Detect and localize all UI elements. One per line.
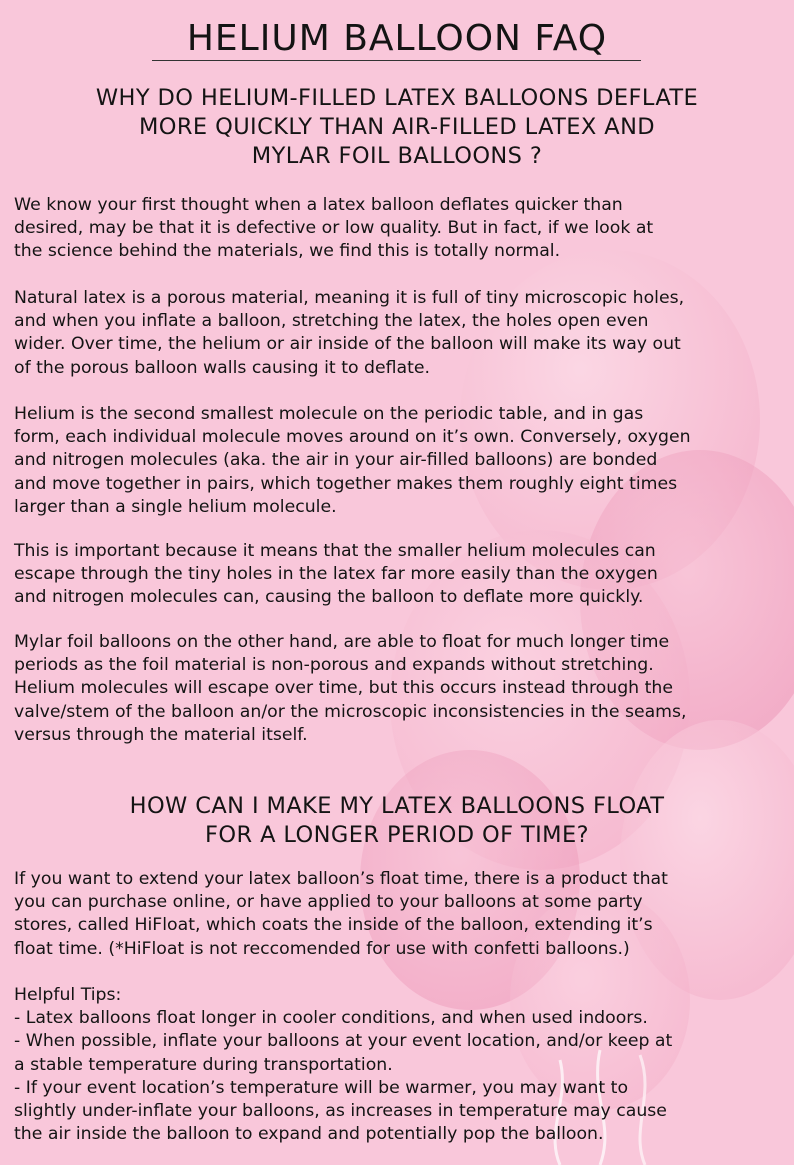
text-line: stores, called HiFloat, which coats the inside of the balloon, extending it’s [14, 915, 653, 936]
text-line: wider. Over time, the helium or air inside of the balloon will make its way out [14, 334, 681, 355]
text-line: Mylar foil balloons on the other hand, are able to float for much longer time [14, 632, 670, 652]
text-line: and move together in pairs, which together makes them roughly eight times [14, 473, 678, 494]
text-line: This is important because it means that the smaller helium molecules can [14, 541, 656, 561]
section-1-paragraph-1 [14, 194, 784, 264]
text-line: Helium molecules will escape over time, but this occurs instead through the [14, 678, 673, 699]
heading-line: FOR A LONGER PERIOD OF TIME? [205, 822, 589, 848]
section-2-heading [0, 792, 794, 850]
page-title: HELIUM BALLOON FAQ [186, 18, 608, 59]
section-1-paragraph-2 [14, 287, 784, 380]
section-1-paragraph-5 [14, 631, 784, 747]
text-line: of the porous balloon walls causing it to deflate. [14, 357, 431, 378]
text-line: desired, may be that it is defective or low quality. But in fact, if we look at [14, 218, 654, 239]
text-line: and when you inflate a balloon, stretching the latex, the holes open even [14, 311, 649, 332]
text-line: you can purchase online, or have applied to your balloons at some party [14, 892, 643, 913]
text-line: larger than a single helium molecule. [14, 496, 337, 517]
text-line: periods as the foil material is non-porous and expands without stretching. [14, 655, 654, 676]
text-line: form, each individual molecule moves around on it’s own. Conversely, oxygen [14, 427, 691, 448]
tip-line: slightly under-inflate your balloons, as increases in temperature may cause [14, 1101, 667, 1122]
title-underline [152, 60, 641, 61]
section-1-heading [0, 84, 794, 171]
tip-line: a stable temperature during transportation. [14, 1054, 393, 1075]
text-line: We know your first thought when a latex balloon deflates quicker than [14, 195, 623, 215]
heading-line: MORE QUICKLY THAN AIR-FILLED LATEX AND [138, 114, 656, 140]
heading-line: MYLAR FOIL BALLOONS ? [251, 143, 543, 169]
section-1-paragraph-4 [14, 540, 784, 610]
text-line: valve/stem of the balloon an/or the microscopic inconsistencies in the seams, [14, 701, 687, 722]
text-line: float time. (*HiFloat is not reccomended for use with confetti balloons.) [14, 938, 630, 959]
text-line: If you want to extend your latex balloon’s float time, there is a product that [14, 869, 668, 889]
text-line: and nitrogen molecules (aka. the air in your air-filled balloons) are bonded [14, 450, 658, 471]
helpful-tips [14, 984, 784, 1146]
text-line: Helium is the second smallest molecule on the periodic table, and in gas [14, 404, 644, 424]
text-line: Natural latex is a porous material, meaning it is full of tiny microscopic holes, [14, 288, 685, 308]
tip-line: - When possible, inflate your balloons at your event location, and/or keep at [14, 1031, 673, 1052]
tips-label: Helpful Tips: [14, 985, 122, 1005]
section-1-paragraph-3 [14, 403, 784, 519]
section-2-paragraph-1 [14, 868, 784, 961]
heading-line: WHY DO HELIUM-FILLED LATEX BALLOONS DEFLATE [95, 85, 699, 111]
tip-line: - If your event location’s temperature will be warmer, you may want to [14, 1077, 629, 1098]
tip-line: - Latex balloons float longer in cooler conditions, and when used indoors. [14, 1008, 648, 1029]
text-line: and nitrogen molecules can, causing the balloon to deflate more quickly. [14, 587, 644, 608]
heading-line: HOW CAN I MAKE MY LATEX BALLOONS FLOAT [129, 793, 665, 819]
text-line: versus through the material itself. [14, 724, 308, 745]
tip-line: the air inside the balloon to expand and potentially pop the balloon. [14, 1124, 604, 1145]
text-line: the science behind the materials, we find this is totally normal. [14, 241, 561, 262]
text-line: escape through the tiny holes in the latex far more easily than the oxygen [14, 564, 658, 585]
